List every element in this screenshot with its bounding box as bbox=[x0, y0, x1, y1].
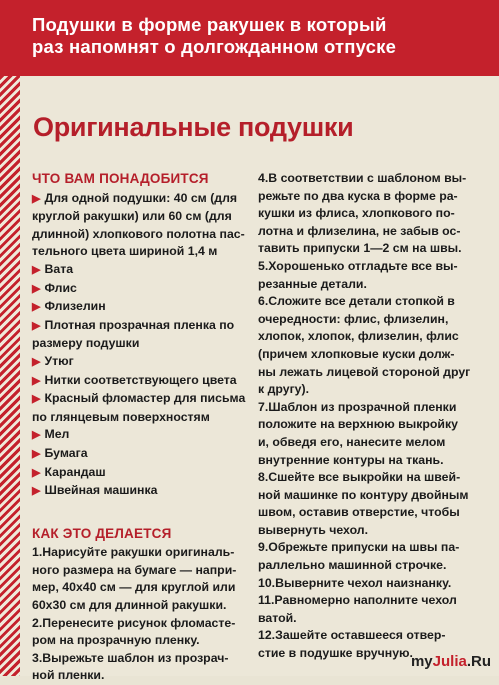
material-text: Для одной подушки: 40 см (для bbox=[44, 190, 238, 205]
bullet-triangle-icon: ▶ bbox=[32, 355, 41, 368]
material-text: Бумага bbox=[44, 445, 88, 460]
material-item-line bbox=[32, 298, 254, 317]
bullet-triangle-icon: ▶ bbox=[32, 282, 41, 295]
step-line bbox=[258, 205, 474, 223]
material-item-line bbox=[32, 426, 254, 445]
howto-heading: КАК ЭТО ДЕЛАЕТСЯ bbox=[32, 525, 172, 541]
step-text: Хорошенько отгладьте все вы- bbox=[268, 258, 458, 273]
step-number: 8. bbox=[258, 470, 269, 485]
step-line bbox=[258, 188, 474, 206]
step-line bbox=[258, 223, 474, 241]
bullet-triangle-icon: ▶ bbox=[32, 485, 41, 498]
step-line bbox=[258, 575, 474, 593]
step-number: 12. bbox=[258, 628, 276, 643]
step-number: 11. bbox=[258, 593, 275, 608]
step-text: ного размера на бумаге — напри- bbox=[32, 562, 237, 577]
step-text: положите на верхнюю выкройку bbox=[258, 417, 458, 432]
material-item-line bbox=[32, 190, 254, 209]
step-text: ны лежать лицевой стороной друг bbox=[258, 364, 471, 379]
side-stripe bbox=[0, 76, 20, 676]
step-number: 3. bbox=[32, 650, 43, 665]
material-text: Красный фломастер для письма bbox=[44, 391, 246, 406]
step-text: ной машинке по контуру двойным bbox=[258, 487, 469, 502]
step-line bbox=[258, 276, 474, 294]
step-text: вывернуть чехол. bbox=[258, 522, 369, 537]
step-line bbox=[258, 504, 474, 522]
step-line bbox=[258, 557, 474, 575]
step-text: (причем хлопковые куски долж- bbox=[258, 346, 455, 361]
material-item-line bbox=[32, 317, 254, 336]
step-text: В соответствии с шаблоном вы- bbox=[268, 171, 467, 185]
material-item-line bbox=[32, 372, 254, 391]
step-text: раллельно машинной строчке. bbox=[258, 558, 447, 573]
step-line bbox=[32, 579, 254, 597]
step-line bbox=[258, 328, 474, 346]
header-banner bbox=[0, 0, 499, 76]
bullet-triangle-icon: ▶ bbox=[32, 263, 41, 276]
material-text: Плотная прозрачная пленка по bbox=[44, 317, 235, 332]
bullet-triangle-icon: ▶ bbox=[32, 393, 41, 406]
step-text: хлопок, хлопок, флизелин, флис bbox=[258, 329, 459, 344]
material-item-line bbox=[32, 482, 254, 501]
bullet-triangle-icon: ▶ bbox=[32, 466, 41, 479]
material-text: Нитки соответствующего цвета bbox=[44, 372, 237, 387]
step-line bbox=[258, 539, 474, 557]
step-text: Нарисуйте ракушки оригиналь- bbox=[42, 545, 235, 560]
step-line bbox=[258, 469, 474, 487]
step-text: 60x30 см для длинной ракушки. bbox=[32, 598, 227, 613]
watermark-suffix: .Ru bbox=[466, 653, 491, 670]
step-text: очередности: флис, флизелин, bbox=[258, 311, 449, 326]
step-text: и, обведя его, нанесите мелом bbox=[258, 434, 446, 449]
material-item-line bbox=[32, 464, 254, 483]
material-text: тельного цвета шириной 1,4 м bbox=[32, 244, 218, 259]
step-line bbox=[258, 487, 474, 505]
bullet-triangle-icon: ▶ bbox=[32, 374, 41, 387]
site-watermark bbox=[411, 653, 491, 670]
step-text: тавить припуски 1—2 см на швы. bbox=[258, 241, 462, 256]
howto-list bbox=[32, 544, 254, 685]
material-text: Швейная машинка bbox=[44, 483, 158, 498]
step-text: стие в подушке вручную. bbox=[258, 646, 413, 661]
material-item-line bbox=[32, 390, 254, 409]
step-number: 1. bbox=[32, 545, 43, 560]
step-line bbox=[258, 381, 474, 399]
article-title: Оригинальные подушки bbox=[33, 112, 354, 142]
header-text bbox=[32, 14, 396, 58]
material-item-line bbox=[32, 243, 254, 261]
step-line bbox=[258, 240, 474, 258]
material-item-line bbox=[32, 445, 254, 464]
step-line bbox=[258, 627, 474, 645]
watermark-name: Julia bbox=[432, 653, 467, 670]
step-line bbox=[32, 597, 254, 615]
materials-list bbox=[32, 190, 254, 501]
step-line bbox=[258, 452, 474, 470]
step-text: мер, 40x40 см — для круглой или bbox=[32, 580, 236, 595]
step-text: Равномерно наполните чехол bbox=[274, 593, 457, 608]
step-line bbox=[258, 434, 474, 452]
materials-heading: ЧТО ВАМ ПОНАДОБИТСЯ bbox=[32, 171, 209, 186]
step-line bbox=[258, 610, 474, 628]
step-line bbox=[32, 562, 254, 580]
step-line bbox=[258, 346, 474, 364]
step-line bbox=[258, 170, 474, 188]
step-text: Вырежьте шаблон из прозрач- bbox=[42, 650, 229, 665]
step-number: 6. bbox=[258, 294, 269, 309]
step-text: Перенесите рисунок фломасте- bbox=[42, 615, 236, 630]
step-number: 5. bbox=[258, 258, 269, 273]
step-line bbox=[32, 667, 254, 685]
material-text: Вата bbox=[44, 261, 74, 276]
step-text: режьте по два куска в форме ра- bbox=[258, 188, 458, 203]
material-text: длинной) хлопкового полотна пас- bbox=[32, 226, 245, 241]
step-line bbox=[258, 311, 474, 329]
bullet-triangle-icon: ▶ bbox=[32, 447, 41, 460]
step-line bbox=[258, 364, 474, 382]
material-text: Мел bbox=[44, 427, 70, 442]
step-text: Сшейте все выкройки на швей- bbox=[268, 470, 461, 485]
step-number: 7. bbox=[258, 399, 269, 414]
material-text: размеру подушки bbox=[32, 336, 140, 351]
step-line bbox=[32, 615, 254, 633]
watermark-prefix: my bbox=[410, 653, 433, 670]
bullet-triangle-icon: ▶ bbox=[32, 429, 41, 442]
steps-list bbox=[258, 170, 474, 663]
step-text: Шаблон из прозрачной пленки bbox=[268, 399, 457, 414]
step-text: ной пленки. bbox=[32, 668, 105, 683]
header-line-1: Подушки в форме ракушек в который bbox=[32, 14, 387, 35]
step-line bbox=[258, 416, 474, 434]
step-number: 10. bbox=[258, 575, 276, 590]
step-text: лотна и флизелина, не забыв ос- bbox=[258, 223, 461, 238]
step-number: 4. bbox=[258, 171, 269, 185]
step-text: ватой. bbox=[258, 610, 297, 625]
step-text: Сложите все детали стопкой в bbox=[268, 294, 455, 309]
step-text: кушки из флиса, хлопкового по- bbox=[258, 206, 455, 221]
bullet-triangle-icon: ▶ bbox=[32, 301, 41, 314]
material-item-line bbox=[32, 353, 254, 372]
step-text: резанные детали. bbox=[258, 276, 367, 291]
step-text: к другу). bbox=[258, 382, 310, 397]
material-item-line bbox=[32, 335, 254, 353]
material-text: Карандаш bbox=[44, 464, 106, 479]
bullet-triangle-icon: ▶ bbox=[32, 319, 41, 332]
bullet-triangle-icon: ▶ bbox=[32, 192, 41, 205]
material-text: Утюг bbox=[44, 353, 74, 368]
step-text: Зашейте оставшееся отвер- bbox=[275, 628, 446, 643]
step-text: Выверните чехол наизнанку. bbox=[275, 575, 452, 590]
material-text: по глянцевым поверхностям bbox=[32, 409, 210, 424]
step-text: ром на прозрачную пленку. bbox=[32, 633, 200, 648]
step-number: 9. bbox=[258, 540, 269, 555]
material-item-line bbox=[32, 280, 254, 299]
step-line bbox=[258, 592, 474, 610]
left-column bbox=[32, 170, 254, 685]
step-text: Обрежьте припуски на швы па- bbox=[268, 540, 460, 555]
step-line bbox=[258, 258, 474, 276]
step-text: швом, оставив отверстие, чтобы bbox=[258, 505, 460, 520]
material-item-line bbox=[32, 261, 254, 280]
step-line bbox=[32, 544, 254, 562]
step-line bbox=[258, 293, 474, 311]
material-item-line bbox=[32, 409, 254, 427]
material-text: круглой ракушки) или 60 см (для bbox=[32, 209, 232, 224]
step-line bbox=[32, 650, 254, 668]
material-text: Флис bbox=[44, 280, 77, 295]
step-line bbox=[258, 522, 474, 540]
right-column bbox=[258, 170, 474, 663]
step-line bbox=[32, 632, 254, 650]
step-number: 2. bbox=[32, 615, 43, 630]
header-line-2: раз напомнят о долгожданном отпуске bbox=[32, 36, 397, 57]
material-item-line bbox=[32, 208, 254, 226]
step-line bbox=[258, 399, 474, 417]
material-item-line bbox=[32, 226, 254, 244]
step-text: внутренние контуры на ткань. bbox=[258, 452, 444, 467]
material-text: Флизелин bbox=[44, 299, 106, 314]
